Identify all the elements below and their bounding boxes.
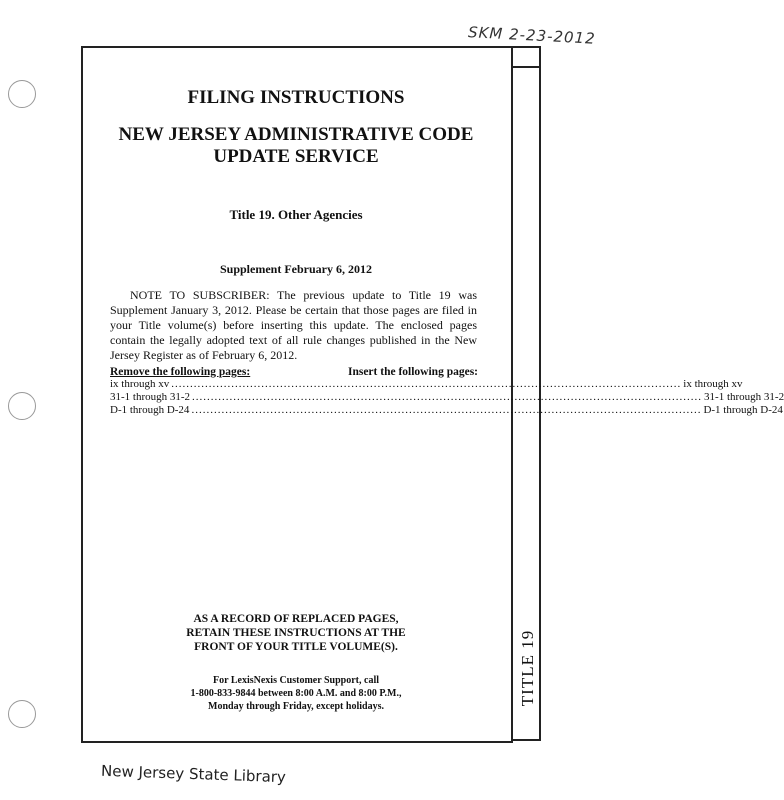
page-replacement-table <box>110 366 784 417</box>
table-row: D-1 through D-24 ........................................................................................................................................ D-1 through D-24 <box>110 404 783 416</box>
side-tab-label: TITLE 19 <box>518 629 538 707</box>
punch-hole-bottom <box>8 700 36 728</box>
insert-header: Insert the following pages: <box>347 366 478 378</box>
table-row: ix through xv ........................................................................................................................................ ix through xv <box>110 378 743 390</box>
table-header <box>110 366 478 378</box>
code-title: NEW JERSEY ADMINISTRATIVE CODE UPDATE SERVICE <box>118 124 474 167</box>
side-tab-divider <box>513 66 539 68</box>
customer-support-info: For LexisNexis Customer Support, call 1-800-833-9844 between 8:00 A.M. and 8:00 P.M., Monday through Friday, except holidays. <box>190 675 402 712</box>
subscriber-note: NOTE TO SUBSCRIBER: The previous update to Title 19 was Supplement January 3, 2012. Please be certain that those pages are filed in your Title volume(s) before inserting this update. The enclosed pages contain the legally adopted text of all rule changes published in the New Jersey Register as of February 6, 2012. <box>110 288 477 362</box>
punch-hole-top <box>8 80 36 108</box>
retain-instructions-notice: AS A RECORD OF REPLACED PAGES, RETAIN THESE INSTRUCTIONS AT THE FRONT OF YOUR TITLE VOLUME(S). <box>186 613 406 653</box>
punch-hole-middle <box>8 392 36 420</box>
library-stamp: New Jersey State Library <box>100 761 287 787</box>
page-heading: FILING INSTRUCTIONS <box>187 87 405 108</box>
title-line: Title 19. Other Agencies <box>229 207 363 222</box>
supplement-date: Supplement February 6, 2012 <box>219 262 372 276</box>
remove-header: Remove the following pages: <box>110 366 251 378</box>
handwritten-initials-date: SKM 2-23-2012 <box>467 23 597 48</box>
table-row: 31-1 through 31-2 ........................................................................................................................................ 31-1 through 31-2 <box>110 391 784 403</box>
